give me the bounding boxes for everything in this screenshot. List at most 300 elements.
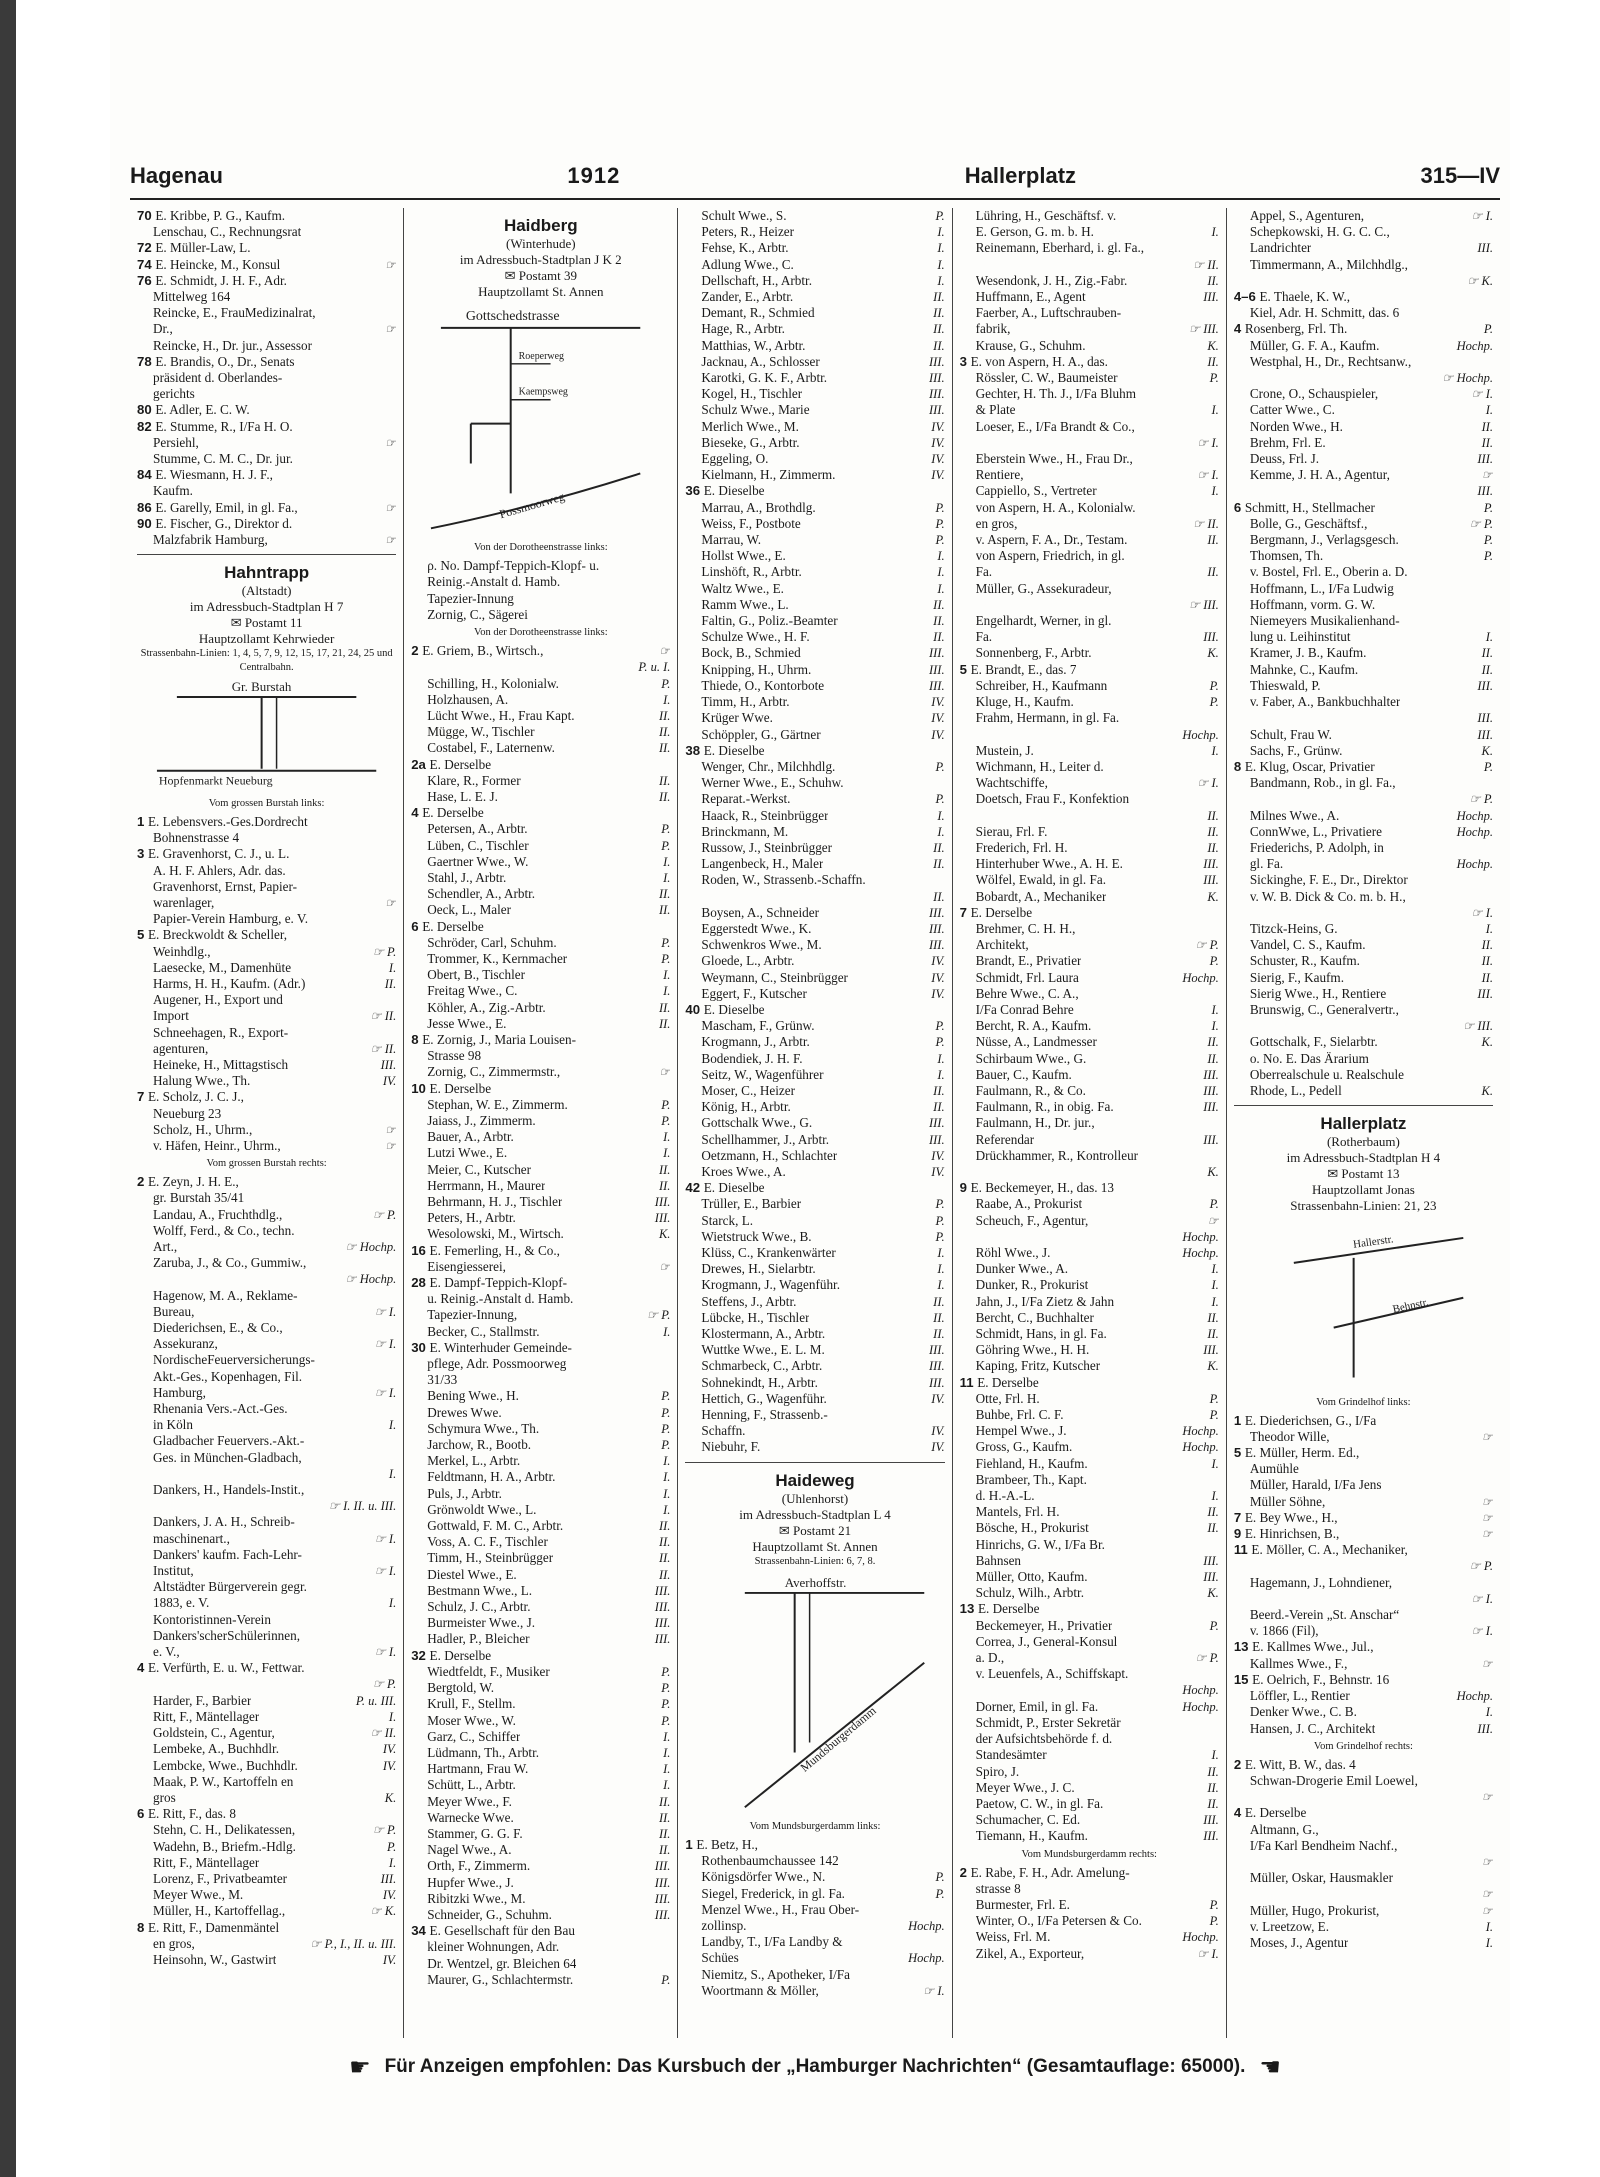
entry-name: Heinsohn, W., Gastwirt — [153, 1951, 277, 1967]
entry-name: E. Zornig, J., Maria Louisen- — [422, 1031, 577, 1047]
directory-entry — [1234, 321, 1493, 337]
directory-entry — [960, 1569, 1219, 1585]
directory-entry — [685, 321, 944, 337]
directory-entry — [1234, 1575, 1493, 1591]
floor-marker: ☞ — [1481, 1887, 1494, 1902]
entry-name: Lutzi Wwe., E. — [427, 1145, 508, 1161]
directory-entry — [685, 516, 944, 532]
entry-text — [976, 1585, 1084, 1601]
floor-marker: I. — [1485, 1919, 1494, 1934]
directory-entry — [685, 759, 944, 775]
directory-entry — [137, 305, 396, 321]
directory-entry — [1234, 224, 1493, 240]
floor-marker: I. — [388, 1466, 397, 1481]
floor-marker: II. — [933, 290, 945, 305]
floor-marker: IV. — [931, 954, 945, 969]
directory-entry — [1234, 1623, 1493, 1639]
entry-text — [427, 773, 520, 789]
header-rule — [130, 198, 1500, 200]
floor-marker: ☞ — [659, 1065, 671, 1080]
entry-name: E. Heincke, M., Konsul — [155, 256, 281, 272]
entry-text — [976, 1929, 1051, 1945]
directory-entry — [1234, 1672, 1493, 1688]
entry-name: u. Reinig.-Anstalt d. Hamb. — [427, 1291, 574, 1307]
floor-marker: IV. — [931, 1440, 945, 1455]
entry-name: Wesolowski, M., Wirtsch. — [427, 1226, 564, 1242]
floor-marker: ☞ I. II. u. III. — [328, 1499, 397, 1514]
entry-name: Schmidt, P., Erster Sekretär — [975, 1714, 1121, 1730]
entry-name: Gladbacher Feuervers.-Akt.- — [153, 1433, 305, 1449]
house-number: 3 — [137, 846, 148, 862]
directory-entry — [685, 1391, 944, 1407]
entry-name: Trommer, K., Kernmacher — [427, 950, 568, 966]
entry-text — [427, 692, 508, 708]
directory-entry — [411, 1210, 670, 1226]
entry-name: Import — [153, 1008, 189, 1024]
directory-entry — [411, 1259, 670, 1275]
directory-entry — [960, 1277, 1219, 1293]
entry-name: Beerd.-Verein „St. Anschar“ — [1249, 1607, 1400, 1623]
floor-marker: II. — [933, 630, 945, 645]
entry-text — [1250, 1429, 1330, 1445]
entry-text — [1250, 548, 1323, 564]
floor-marker: P. — [661, 1681, 671, 1696]
floor-marker: IV. — [931, 1424, 945, 1439]
entry-text — [976, 483, 1097, 499]
entry-name: Ritt, F., Mäntellager — [153, 1854, 260, 1870]
house-number: 11 — [959, 1374, 978, 1390]
street-district: (Altstadt) — [241, 583, 292, 599]
entry-name: E. Lebensvers.-Ges.Dordrecht — [148, 813, 308, 829]
entry-name: o. No. E. Das Ärarium — [1249, 1050, 1369, 1066]
entry-text — [1250, 1494, 1325, 1510]
entry-text — [427, 1745, 539, 1761]
entry-text — [427, 1518, 563, 1534]
directory-entry — [960, 548, 1219, 564]
entry-name: Timmermann, A., Milchhdlg., — [1249, 256, 1408, 272]
entry-name: Schröder, Carl, Schuhm. — [427, 934, 557, 950]
directory-entry — [1234, 678, 1493, 694]
floor-marker: II. — [658, 789, 671, 804]
entry-text — [976, 1472, 1087, 1488]
directory-entry — [137, 1887, 396, 1903]
directory-entry — [137, 532, 396, 548]
directory-entry — [960, 500, 1219, 516]
floor-marker: P. — [935, 1197, 945, 1212]
directory-entry — [1234, 1051, 1493, 1067]
directory-entry — [685, 1277, 944, 1293]
floor-marker: ☞ P. — [1469, 792, 1494, 807]
directory-entry — [411, 724, 670, 740]
entry-text — [976, 759, 1104, 775]
floor-marker: K. — [384, 1790, 397, 1805]
directory-entry — [1234, 1542, 1493, 1558]
entry-name: Dankers'scherSchülerinnen, — [153, 1627, 301, 1643]
entry-text — [427, 1356, 566, 1372]
floor-marker: IV. — [382, 1888, 397, 1903]
entry-name: Sachs, F., Grünw. — [1249, 742, 1343, 758]
floor-marker: III. — [1203, 857, 1219, 872]
directory-entry — [137, 992, 396, 1008]
entry-text — [976, 1897, 1070, 1913]
entry-text — [137, 927, 287, 943]
directory-entry — [960, 1780, 1219, 1796]
entry-text — [976, 321, 1011, 337]
floor-marker: IV. — [931, 468, 945, 483]
directory-entry — [685, 824, 944, 840]
floor-marker: II. — [933, 857, 945, 872]
directory-entry — [960, 1585, 1219, 1601]
entry-name: Eberstein Wwe., H., Frau Dr., — [975, 451, 1133, 467]
street-info-line: ✉ Postamt 11 — [230, 615, 303, 631]
entry-name: E. Bey Wwe., H., — [1244, 1509, 1338, 1525]
entry-text — [976, 305, 1122, 321]
entry-text — [153, 1644, 180, 1660]
entry-text — [427, 1178, 545, 1194]
floor-marker: IV. — [931, 1148, 945, 1163]
entry-name: v. Bostel, Frl. E., Oberin a. D. — [1249, 564, 1408, 580]
entry-name: Goldstein, C., Agentur, — [153, 1725, 275, 1741]
entry-text — [976, 1391, 1040, 1407]
entry-name: Löffler, L., Rentier — [1249, 1688, 1350, 1704]
entry-name: E. Derselbe — [422, 805, 484, 821]
directory-entry — [411, 1761, 670, 1777]
directory-entry — [960, 970, 1219, 986]
floor-marker: III. — [1203, 1100, 1219, 1115]
directory-entry — [411, 1680, 670, 1696]
entry-name: Hollst Wwe., E. — [701, 548, 786, 564]
directory-entry — [1234, 273, 1493, 289]
entry-name: Thiede, O., Kontorbote — [701, 677, 825, 693]
house-number: 9 — [1233, 1526, 1245, 1542]
entry-name: Wadehn, B., Briefm.-Hdlg. — [153, 1838, 296, 1854]
entry-text — [976, 1277, 1089, 1293]
entry-name: Standesämter — [975, 1747, 1047, 1763]
street-info-line: ✉ Postamt 13 — [1327, 1166, 1400, 1182]
house-number: 6 — [1233, 499, 1245, 515]
entry-text — [1250, 921, 1338, 937]
directory-entry — [411, 854, 670, 870]
directory-entry — [960, 1310, 1219, 1326]
directory-entry — [685, 856, 944, 872]
directory-entry — [960, 1796, 1219, 1812]
entry-name: Röhl Wwe., J. — [975, 1245, 1051, 1260]
entry-name: Brandt, E., Privatier — [975, 953, 1082, 969]
entry-name: Petersen, A., Arbtr. — [427, 821, 528, 837]
directory-entry — [411, 967, 670, 983]
directory-entry — [1234, 1526, 1493, 1542]
entry-name: Hoffmann, L., I/Fa Ludwig — [1249, 580, 1394, 596]
directory-entry — [685, 775, 944, 791]
entry-text — [1250, 986, 1386, 1002]
directory-entry — [685, 240, 944, 256]
directory-entry — [411, 1615, 670, 1631]
map-street-label: Gottschedstrasse — [466, 308, 560, 324]
floor-marker: ☞ P. — [372, 1207, 397, 1222]
entry-text — [153, 1025, 288, 1041]
directory-entry — [1234, 564, 1493, 580]
entry-name: König, H., Arbtr. — [701, 1099, 791, 1115]
floor-marker: I. — [937, 1051, 945, 1066]
floor-marker: III. — [928, 938, 945, 953]
entry-text — [427, 1599, 530, 1615]
floor-marker: II. — [658, 1826, 671, 1841]
entry-text — [1250, 824, 1382, 840]
entry-text — [976, 710, 1120, 726]
direction-subheading: Von der Dorotheenstrasse links: — [473, 627, 608, 639]
entry-text — [701, 986, 807, 1002]
entry-text — [427, 1729, 520, 1745]
entry-name: von Aspern, Friedrich, in gl. — [975, 548, 1125, 564]
entry-name: Scheuch, F., Agentur, — [975, 1212, 1089, 1228]
directory-entry — [1234, 402, 1493, 418]
entry-name: Diestel Wwe., E. — [427, 1566, 517, 1582]
entry-text — [701, 694, 789, 710]
floor-marker: P. — [935, 533, 945, 548]
street-info-line: Hauptzollamt Kehrwieder — [198, 631, 335, 647]
entry-text — [976, 451, 1133, 467]
directory-entry — [685, 208, 944, 224]
entry-name: I/Fa Karl Bendheim Nachf., — [1249, 1837, 1398, 1853]
house-number: 11 — [1233, 1542, 1252, 1558]
entry-text — [701, 597, 788, 613]
entry-text — [153, 863, 286, 879]
house-number: 5 — [959, 661, 971, 677]
directory-entry — [1234, 791, 1493, 807]
directory-entry — [685, 905, 944, 921]
entry-name: Oetzmann, H., Schlachter — [701, 1147, 838, 1163]
entry-name: Wuttke Wwe., E. L. M. — [701, 1342, 825, 1358]
floor-marker: I. — [937, 581, 945, 596]
entry-text — [701, 645, 800, 661]
entry-text — [1250, 678, 1321, 694]
entry-name: Reparat.-Werkst. — [701, 791, 791, 807]
floor-marker: II. — [933, 306, 945, 321]
entry-name: Burmeister Wwe., J. — [427, 1615, 536, 1631]
entry-text — [701, 856, 823, 872]
entry-text — [153, 1320, 283, 1336]
entry-name: a. D., — [975, 1650, 1005, 1666]
entry-name: Lorenz, F., Privatbeamter — [153, 1870, 288, 1886]
entry-text — [976, 1780, 1075, 1796]
directory-entry — [1234, 386, 1493, 402]
entry-name: Sickinghe, F. E., Dr., Direktor — [1249, 872, 1408, 888]
entry-name: Krause, G., Schuhm. — [975, 337, 1086, 353]
entry-text — [701, 467, 835, 483]
entry-name: E. Kribbe, P. G., Kaufm. — [155, 208, 286, 223]
entry-name: Malzfabrik Hamburg, — [153, 532, 268, 548]
street-district: (Uhlenhorst) — [781, 1490, 849, 1506]
entry-name: Müller, H., Kartoffellag., — [153, 1903, 286, 1919]
entry-name: Gottschalk Wwe., G. — [701, 1115, 813, 1131]
entry-name: E. Verfürth, E. u. W., Fettwar. — [148, 1660, 305, 1676]
entry-text — [1250, 727, 1332, 743]
entry-text — [137, 354, 295, 370]
directory-entry — [960, 483, 1219, 499]
entry-name: Ribitzki Wwe., M. — [427, 1890, 526, 1906]
directory-entry — [960, 1812, 1219, 1828]
entry-text — [685, 1837, 758, 1853]
entry-name: lung u. Leihinstitut — [1249, 629, 1351, 645]
entry-text — [976, 1115, 1095, 1131]
directory-entry — [411, 1243, 670, 1259]
tram-lines: Strassenbahn-Linien: 1, 4, 5, 7, 9, 12, 15, 17, 21, 24, 25 und Centralbahn. — [140, 648, 393, 674]
house-number: 2 — [959, 1864, 971, 1880]
entry-name: Hartmann, Frau W. — [427, 1761, 529, 1777]
entry-name: Scholz, H., Uhrm., — [153, 1121, 253, 1137]
entry-text — [701, 678, 824, 694]
directory-entry — [137, 1106, 396, 1122]
directory-entry — [960, 1666, 1219, 1682]
floor-marker: P. — [1209, 1391, 1219, 1406]
directory-entry — [1234, 370, 1493, 386]
entry-name: ConnWwe, L., Privatiere — [1249, 823, 1383, 839]
header-year: 1912 — [567, 163, 621, 188]
floor-marker: II. — [1481, 954, 1494, 969]
entry-text — [976, 1634, 1118, 1650]
entry-text — [153, 1725, 275, 1741]
directory-entry — [137, 1839, 396, 1855]
entry-name: E. Witt, B. W., das. 4 — [1244, 1756, 1356, 1772]
directory-entry — [685, 662, 944, 678]
directory-entry — [411, 1842, 670, 1858]
entry-text — [427, 1324, 539, 1340]
entry-name: Fa. — [975, 564, 993, 580]
entry-name: Hinterhuber Wwe., A. H. E. — [975, 856, 1123, 872]
floor-marker: II. — [384, 976, 397, 991]
entry-text — [976, 467, 1024, 483]
floor-marker: I. — [663, 1778, 671, 1793]
entry-name: Hupfer Wwe., J. — [427, 1874, 514, 1890]
directory-entry — [960, 516, 1219, 532]
directory-entry — [411, 1000, 670, 1016]
directory-entry — [411, 1032, 670, 1048]
floor-marker: II. — [658, 1178, 671, 1193]
entry-name: Rhode, L., Pedell — [1249, 1082, 1342, 1098]
entry-name: Bohnenstrasse 4 — [153, 830, 240, 846]
house-number: 8 — [137, 1919, 148, 1935]
entry-text — [701, 1853, 838, 1869]
street-title: Haideweg — [775, 1470, 855, 1490]
directory-entry — [1234, 986, 1493, 1002]
entry-name: Langenbeck, H., Maler — [701, 856, 824, 872]
entry-name: Fa. — [975, 629, 993, 645]
entry-text — [153, 483, 193, 499]
street-info-line: Strassenbahn-Linien: 21, 23 — [1290, 1198, 1437, 1214]
directory-entry — [1234, 840, 1493, 856]
entry-name: E. Brandt, E., das. 7 — [970, 661, 1077, 677]
entry-name: präsident d. Oberlandes- — [153, 370, 283, 386]
entry-name: Knipping, H., Uhrm. — [701, 661, 812, 677]
floor-marker: I. — [1211, 1489, 1219, 1504]
entry-name: Puls, J., Arbtr. — [427, 1485, 502, 1501]
directory-entry — [137, 435, 396, 451]
entry-name: E. Derselbe — [970, 904, 1033, 920]
entry-text — [427, 1842, 511, 1858]
directory-entry — [411, 1453, 670, 1469]
entry-name: Wichmann, H., Leiter d. — [975, 758, 1104, 774]
entry-text — [701, 937, 821, 953]
entry-name: Meier, C., Kutscher — [427, 1161, 532, 1177]
directory-entry — [411, 1907, 670, 1923]
directory-entry — [685, 500, 944, 516]
entry-name: Schöppler, G., Gärtner — [701, 726, 821, 742]
entry-text — [1250, 257, 1408, 273]
entry-text — [153, 1207, 282, 1223]
entry-text — [427, 558, 599, 574]
directory-entry — [137, 1547, 396, 1563]
entry-text — [153, 1008, 189, 1024]
entry-name: pflege, Adr. Possmoorweg — [427, 1356, 567, 1372]
house-number: 6 — [411, 918, 423, 934]
house-number: 8 — [411, 1031, 423, 1047]
entry-name: Landby, T., I/Fa Landby & — [701, 1934, 843, 1950]
entry-name: Bodendiek, J. H. F. — [701, 1050, 803, 1066]
entry-text — [976, 1002, 1074, 1018]
entry-text — [427, 574, 560, 590]
directory-entry — [960, 257, 1219, 273]
entry-name: Henning, F., Strassenb.- — [701, 1407, 828, 1423]
directory-entry — [1234, 1034, 1493, 1050]
directory-entry — [1234, 759, 1493, 775]
directory-entry — [960, 1472, 1219, 1488]
entry-name: Rentiere, — [975, 467, 1024, 483]
directory-entry — [137, 1271, 396, 1287]
directory-entry — [137, 895, 396, 911]
entry-name: Rothenbaumchaussee 142 — [701, 1853, 839, 1869]
directory-entry — [411, 1486, 670, 1502]
directory-entry — [685, 1967, 944, 1983]
entry-text — [427, 1583, 532, 1599]
entry-name: Wolff, Ferd., & Co., techn. — [153, 1222, 295, 1238]
floor-marker: P. — [661, 838, 671, 853]
directory-entry — [960, 1245, 1219, 1261]
entry-text — [976, 1083, 1086, 1099]
floor-marker: ☞ I. — [1197, 435, 1219, 450]
entry-name: Frederich, Frl. H. — [975, 839, 1068, 855]
entry-text — [701, 1083, 795, 1099]
floor-marker: III. — [928, 403, 945, 418]
entry-name: Demant, R., Schmied — [701, 305, 815, 321]
floor-marker: I. — [663, 870, 671, 885]
directory-entry — [685, 419, 944, 435]
entry-text — [411, 1340, 572, 1356]
entry-text — [427, 1534, 548, 1550]
entry-text — [153, 1041, 208, 1057]
floor-marker: Hochp. — [1182, 1440, 1219, 1455]
entry-name: E. Gesellschaft für den Bau — [429, 1923, 575, 1939]
floor-marker: ☞ — [1481, 1903, 1494, 1918]
floor-marker: P. — [1209, 1897, 1219, 1912]
entry-text — [976, 1715, 1121, 1731]
entry-name: Schirbaum Wwe., G. — [975, 1050, 1087, 1066]
directory-entry — [137, 321, 396, 337]
entry-name: Maurer, G., Schlachtermstr. — [427, 1971, 574, 1987]
floor-marker: ☞ I. — [1471, 1591, 1494, 1606]
directory-entry — [960, 937, 1219, 953]
entry-name: Waltz Wwe., E. — [701, 580, 784, 596]
street-section-header — [1234, 1114, 1493, 1214]
entry-text — [1250, 338, 1380, 354]
entry-name: Schwenkros Wwe., M. — [701, 937, 822, 953]
entry-name: Dr., — [153, 321, 173, 337]
entry-name: Lücht Wwe., H., Frau Kapt. — [427, 707, 575, 723]
floor-marker: IV. — [931, 986, 945, 1001]
entry-name: Krogmann, J., Wagenführ. — [701, 1277, 841, 1293]
entry-name: Wenger, Chr., Milchhdlg. — [701, 758, 836, 774]
directory-entry — [137, 1628, 396, 1644]
entry-text — [1250, 467, 1390, 483]
